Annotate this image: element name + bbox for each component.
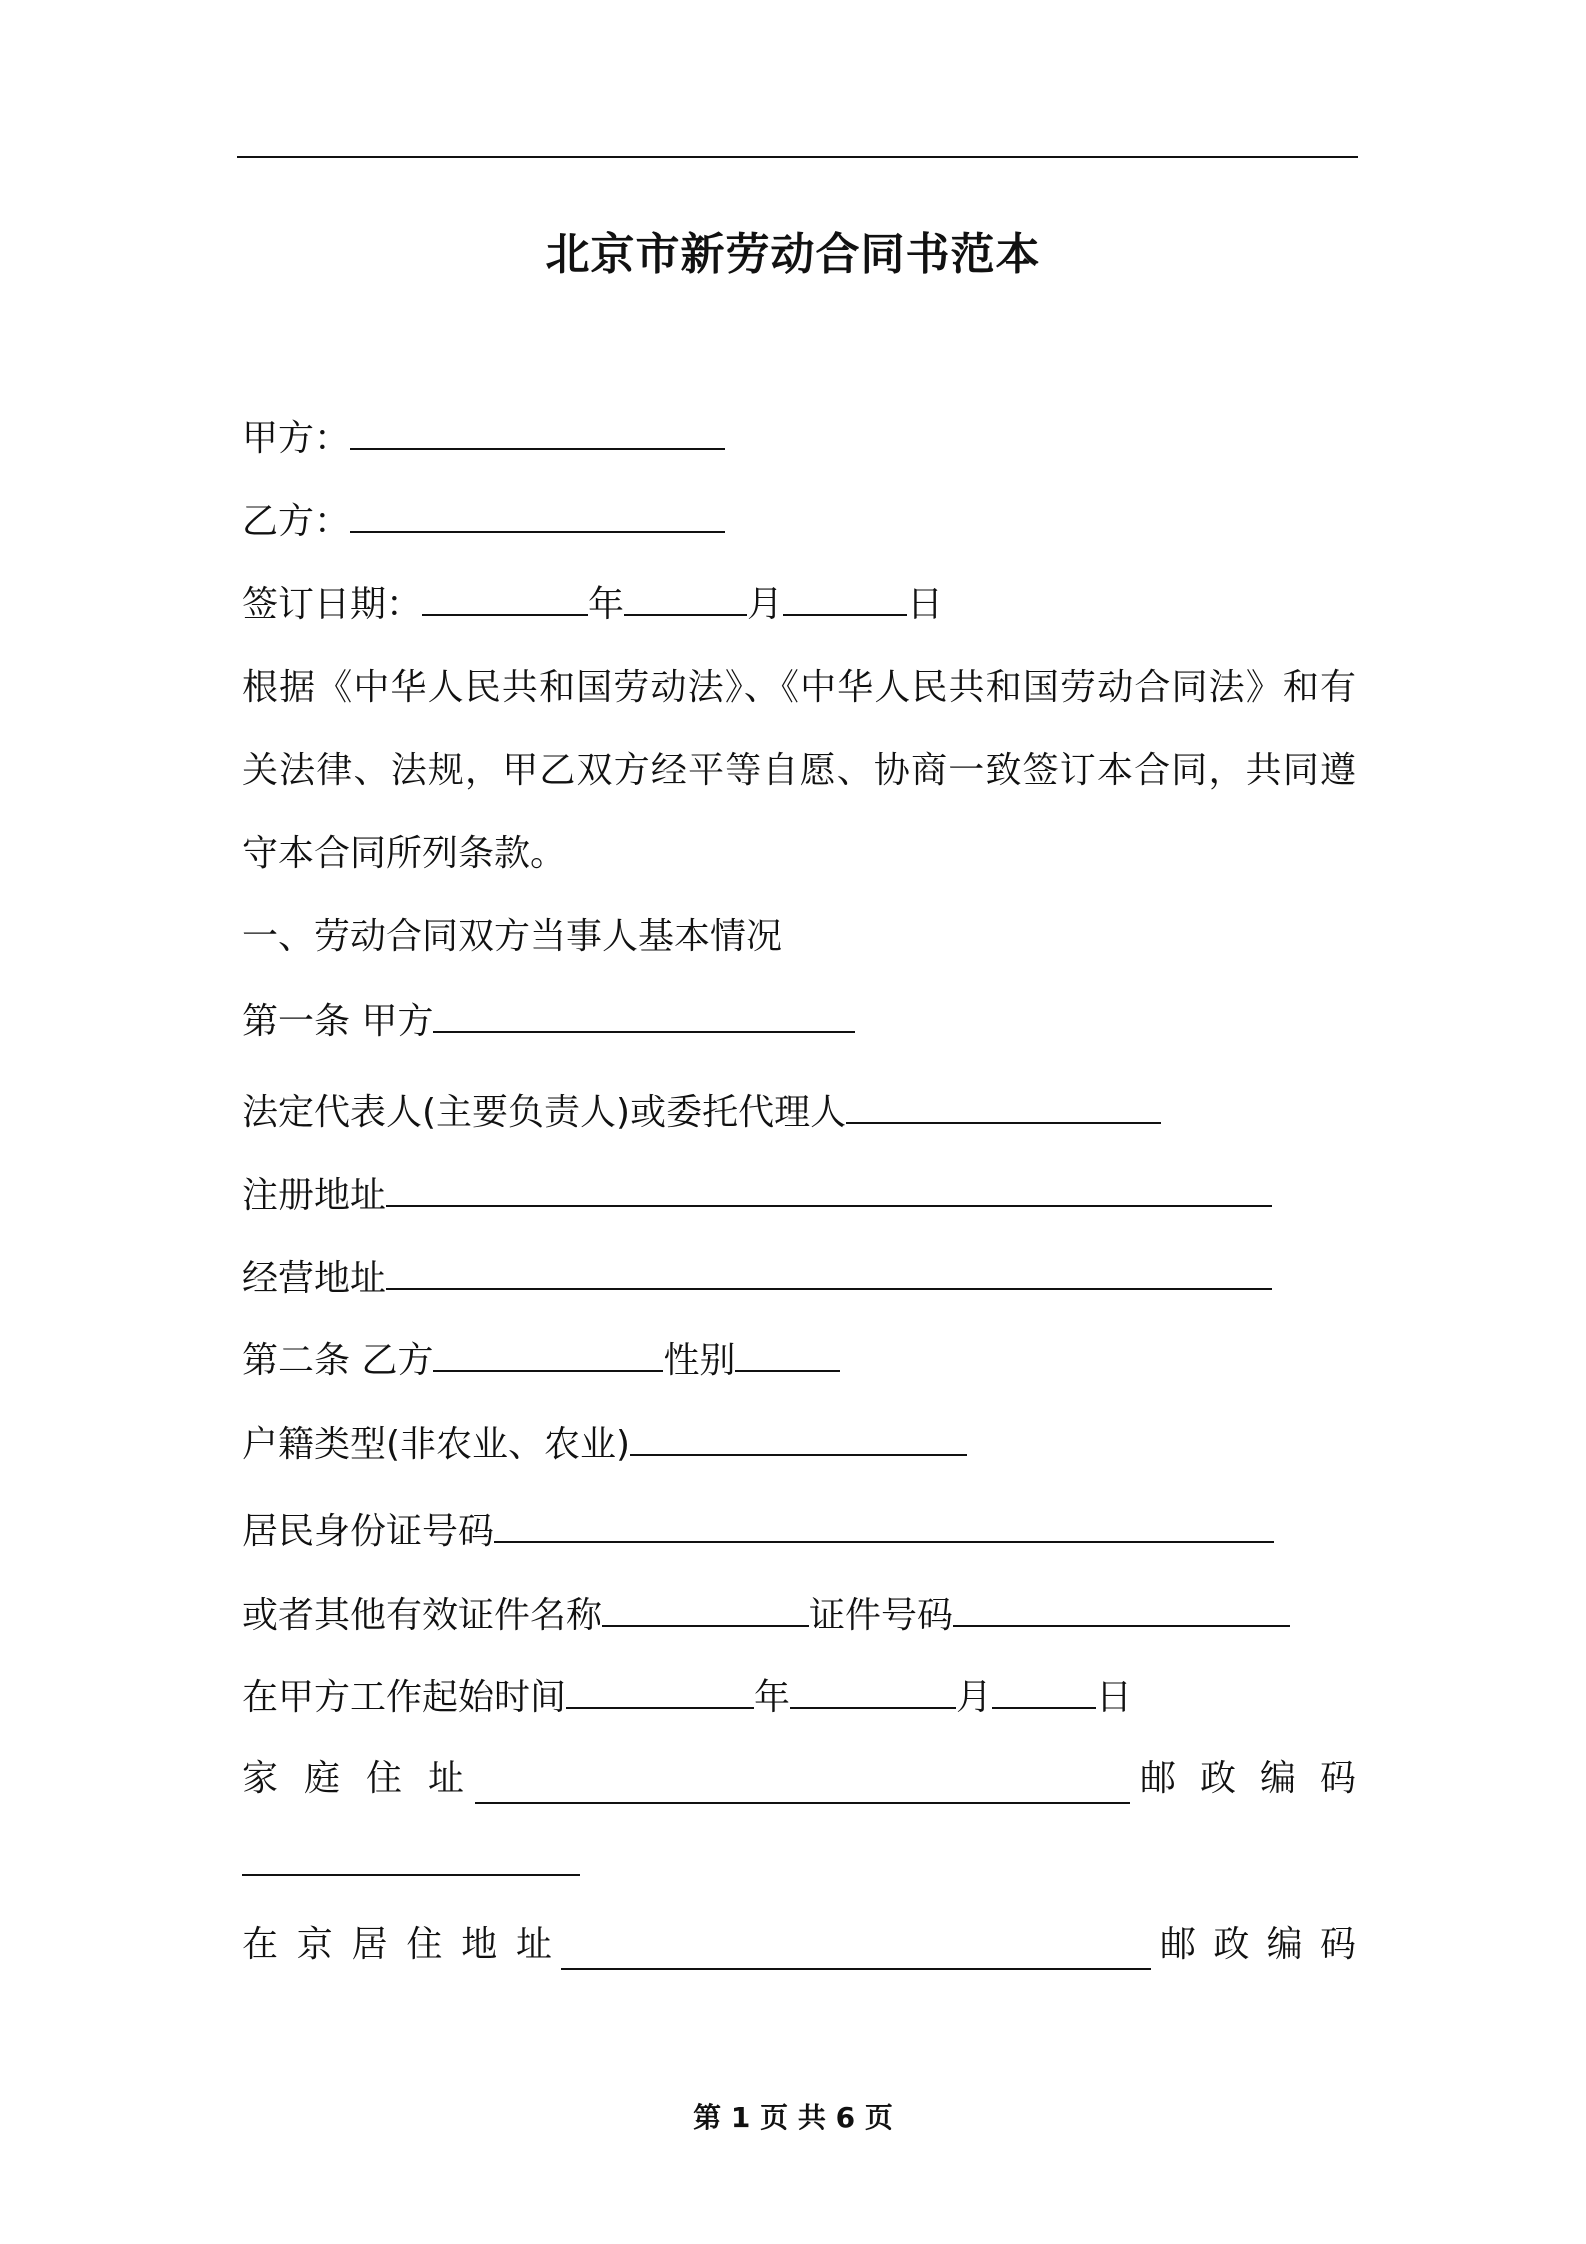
id-number-label: 居民身份证号码 [242, 1511, 495, 1552]
start-month-blank[interactable] [790, 1671, 956, 1709]
reg-address-label: 注册地址 [242, 1175, 387, 1216]
id-no-blank[interactable] [953, 1589, 1290, 1627]
biz-address-line [242, 1252, 1272, 1304]
employer-name-blank[interactable] [433, 995, 855, 1033]
day-unit: 日 [907, 584, 944, 625]
party-b-line [242, 495, 725, 547]
intro-paragraph: 根据《中华人民共和国劳动法》、《中华人民共和国劳动合同法》和有关法律、法规，甲乙双方经平等自愿、协商一致签订本合同，共同遵守本合同所列条款。 [242, 667, 1356, 874]
party-b-blank[interactable] [350, 495, 725, 533]
start-year-blank[interactable] [566, 1671, 754, 1709]
beijing-address-label: 在 京 居 住 地 址 [242, 1924, 552, 1965]
sign-day-blank[interactable] [783, 578, 907, 616]
home-address-blank[interactable] [475, 1766, 1130, 1804]
other-id-name-label: 或者其他有效证件名称 [242, 1595, 603, 1636]
other-id-line [242, 1589, 1290, 1641]
article-1-label: 第一条 甲方 [242, 1001, 434, 1042]
reg-address-line [242, 1169, 1272, 1221]
home-address-line [242, 1754, 1356, 1804]
start-year-unit: 年 [754, 1677, 791, 1718]
article-2-line [242, 1334, 840, 1386]
home-postcode-blank[interactable] [242, 1838, 580, 1876]
household-type-blank[interactable] [630, 1418, 967, 1456]
biz-address-label: 经营地址 [242, 1258, 387, 1299]
household-type-line [242, 1418, 967, 1470]
gender-label: 性别 [663, 1340, 736, 1381]
legal-rep-blank[interactable] [846, 1086, 1161, 1124]
party-a-label: 甲方： [242, 418, 351, 459]
biz-address-blank[interactable] [386, 1252, 1272, 1290]
sign-month-blank[interactable] [624, 578, 747, 616]
reg-address-blank[interactable] [386, 1169, 1272, 1207]
start-day-blank[interactable] [992, 1671, 1096, 1709]
year-unit: 年 [588, 584, 625, 625]
gender-blank[interactable] [735, 1334, 840, 1372]
start-day-unit: 日 [1096, 1677, 1133, 1718]
sign-date-label: 签订日期： [242, 584, 423, 625]
id-number-line [242, 1505, 1274, 1557]
beijing-address-blank[interactable] [561, 1932, 1151, 1970]
page-footer: 第 1 页 共 6 页 [693, 2101, 893, 2134]
home-address-label: 家 庭 住 址 [242, 1758, 464, 1799]
document-title: 北京市新劳动合同书范本 [545, 229, 1041, 280]
start-time-label: 在甲方工作起始时间 [242, 1677, 567, 1718]
postcode-label: 邮 政 编 码 [1140, 1758, 1356, 1799]
legal-rep-label: 法定代表人(主要负责人)或委托代理人 [242, 1092, 847, 1133]
party-a-blank[interactable] [350, 412, 725, 450]
header-rule [237, 156, 1358, 158]
legal-rep-line [242, 1086, 1161, 1138]
start-month-unit: 月 [956, 1677, 993, 1718]
sign-year-blank[interactable] [422, 578, 588, 616]
month-unit: 月 [747, 584, 784, 625]
section-1-heading: 一、劳动合同双方当事人基本情况 [242, 916, 783, 957]
article-1-line [242, 995, 855, 1047]
party-b-label: 乙方： [242, 501, 351, 542]
other-id-name-blank[interactable] [602, 1589, 809, 1627]
beijing-address-line [242, 1920, 1356, 1970]
id-number-blank[interactable] [494, 1505, 1274, 1543]
start-time-line [242, 1671, 1132, 1723]
employee-name-blank[interactable] [433, 1334, 663, 1372]
sign-date-line [242, 578, 943, 630]
id-no-label: 证件号码 [809, 1595, 954, 1636]
household-type-label: 户籍类型(非农业、农业) [242, 1424, 631, 1465]
article-2-label: 第二条 乙方 [242, 1340, 434, 1381]
home-postcode-line [242, 1838, 580, 1890]
party-a-line [242, 412, 725, 464]
beijing-postcode-label: 邮 政 编 码 [1160, 1924, 1356, 1965]
